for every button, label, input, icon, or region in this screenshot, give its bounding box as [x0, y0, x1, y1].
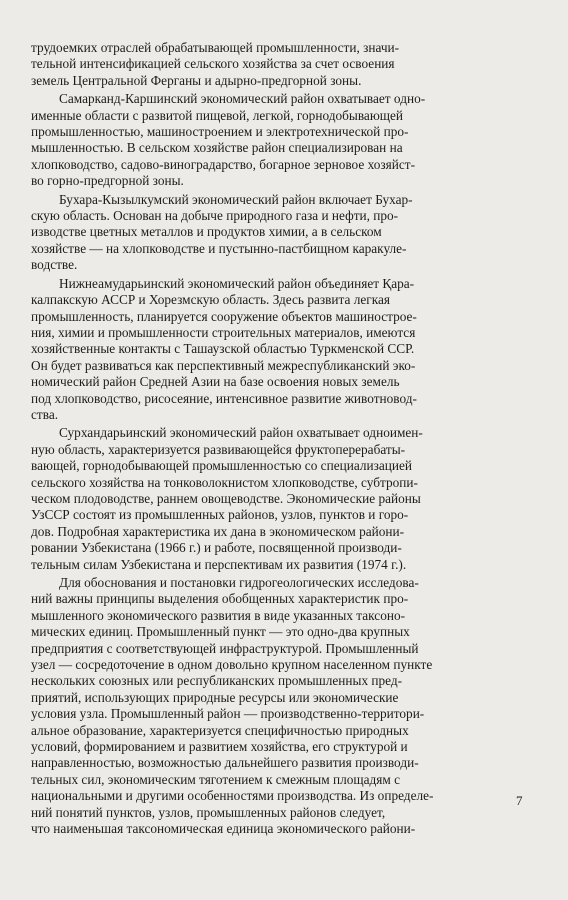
text-line: изводстве цветных металлов и продуктов химии, а в сельском: [31, 224, 382, 240]
text-line: номический район Средней Азии на базе освоения новых земель: [31, 374, 400, 390]
paragraph-3: [31, 192, 533, 274]
text-line: мических единиц. Промышленный пункт — это одно-два крупных: [31, 624, 410, 640]
text-line: национальными и другими особенностями производства. Из определе-: [31, 788, 434, 804]
text-line: Нижнеамударьинский экономический район объединяет Қара-: [59, 275, 415, 291]
document-body: [31, 40, 533, 840]
text-line: тельным силам Узбекистана и перспективам их развития (1974 г.).: [31, 556, 407, 572]
page-number: 7: [516, 793, 523, 808]
text-line: нескольких союзных или республиканских промышленных пред-: [31, 673, 403, 689]
text-line: ную область, характеризуется развивающейся фруктоперерабаты-: [31, 441, 406, 457]
text-line: ческом плодоводстве, раннем овощеводстве. Экономические районы: [31, 490, 421, 506]
text-line: Сурхандарьинский экономический район охватывает одноимен-: [59, 425, 423, 441]
text-line: Бухара-Кызылкумский экономический район включает Бухар-: [59, 191, 413, 207]
text-line: скую область. Основан на добыче природного газа и нефти, про-: [31, 208, 399, 224]
text-line: под хлопководство, рисосеяние, интенсивное развитие животновод-: [31, 390, 417, 406]
text-line: условия узла. Промышленный район — производственно-территори-: [31, 706, 425, 722]
text-line: Для обоснования и постановки гидрогеологических исследова-: [59, 575, 419, 590]
text-line: предприятия с соответствующей инфраструктурой. Промышленный: [31, 640, 419, 656]
text-line: хозяйстве — на хлопководстве и пустынно-пастбищном каракуле-: [31, 240, 407, 256]
text-line: промышленностью, машиностроением и электротехнической про-: [31, 124, 409, 140]
text-line: ний понятий пунктов, узлов, промышленных районов следует,: [31, 804, 386, 820]
text-line: хлопководство, садово-виноградарство, богарное зерновое хозяйст-: [31, 156, 415, 172]
text-line: вающей, горнодобывающей промышленностью со специализацией: [31, 458, 413, 474]
text-line: мышленностью. В сельском хозяйстве район специализирован на: [31, 140, 403, 156]
text-line: УзССР состоят из промышленных районов, узлов, пунктов и горо-: [31, 507, 409, 523]
text-line: дов. Подробная характеристика их дана в экономическом райони-: [31, 523, 405, 539]
text-line: ния, химии и промышленности строительных материалов, имеются: [31, 324, 416, 340]
text-line: мышленного экономического развития в виде указанных таксоно-: [31, 607, 406, 623]
paragraph-2: [31, 91, 533, 189]
text-line: ства.: [31, 406, 59, 422]
text-line: именные области с развитой пищевой, легкой, горнодобывающей: [31, 107, 404, 123]
text-line: тельных сил, экономическим тяготением к смежным площадям с: [31, 771, 401, 787]
text-line: узел — сосредоточение в одном довольно крупном населенном пункте: [31, 657, 433, 673]
text-line: трудоемких отраслей обрабатывающей промышленности, значи-: [31, 40, 400, 55]
text-line: что наименьшая таксономическая единица экономического райони-: [31, 821, 416, 837]
text-line: Самарканд-Каршинский экономический район охватывает одно-: [59, 91, 426, 107]
paragraph-6: [31, 575, 533, 838]
text-line: Он будет развиваться как перспективный межреспубликанский эко-: [31, 357, 416, 373]
text-line: ровании Узбекистана (1966 г.) и работе, посвященной производи-: [31, 540, 402, 556]
text-line: сельского хозяйства на тонковолокнистом хлопководстве, субтропи-: [31, 474, 418, 490]
text-line: условий, формированием и развитием хозяйства, его структурой и: [31, 739, 408, 755]
paragraph-4: [31, 276, 533, 424]
text-line: тельной интенсификацией сельского хозяйства за счет освоения: [31, 56, 395, 72]
text-line: калпакскую АССР и Хорезмскую область. Здесь развита легкая: [31, 292, 390, 308]
text-line: направленностью, возможностью дальнейшего развития производи-: [31, 755, 419, 771]
text-line: промышленность, планируется сооружение объектов машинострое-: [31, 308, 417, 324]
text-line: во горно-предгорной зоны.: [31, 173, 184, 189]
text-line: земель Центральной Ферганы и адырно-предгорной зоны.: [31, 72, 362, 88]
text-line: приятий, использующих природные ресурсы или экономические: [31, 689, 399, 705]
text-line: водстве.: [31, 257, 78, 273]
text-line: альное образование, характеризуется специфичностью природных: [31, 722, 409, 738]
text-line: хозяйственные контакты с Ташаузской областью Туркменской ССР.: [31, 341, 415, 357]
text-line: ний важны принципы выделения обобщенных характеристик про-: [31, 591, 409, 607]
paragraph-5: [31, 425, 533, 573]
paragraph-1: [31, 40, 533, 89]
